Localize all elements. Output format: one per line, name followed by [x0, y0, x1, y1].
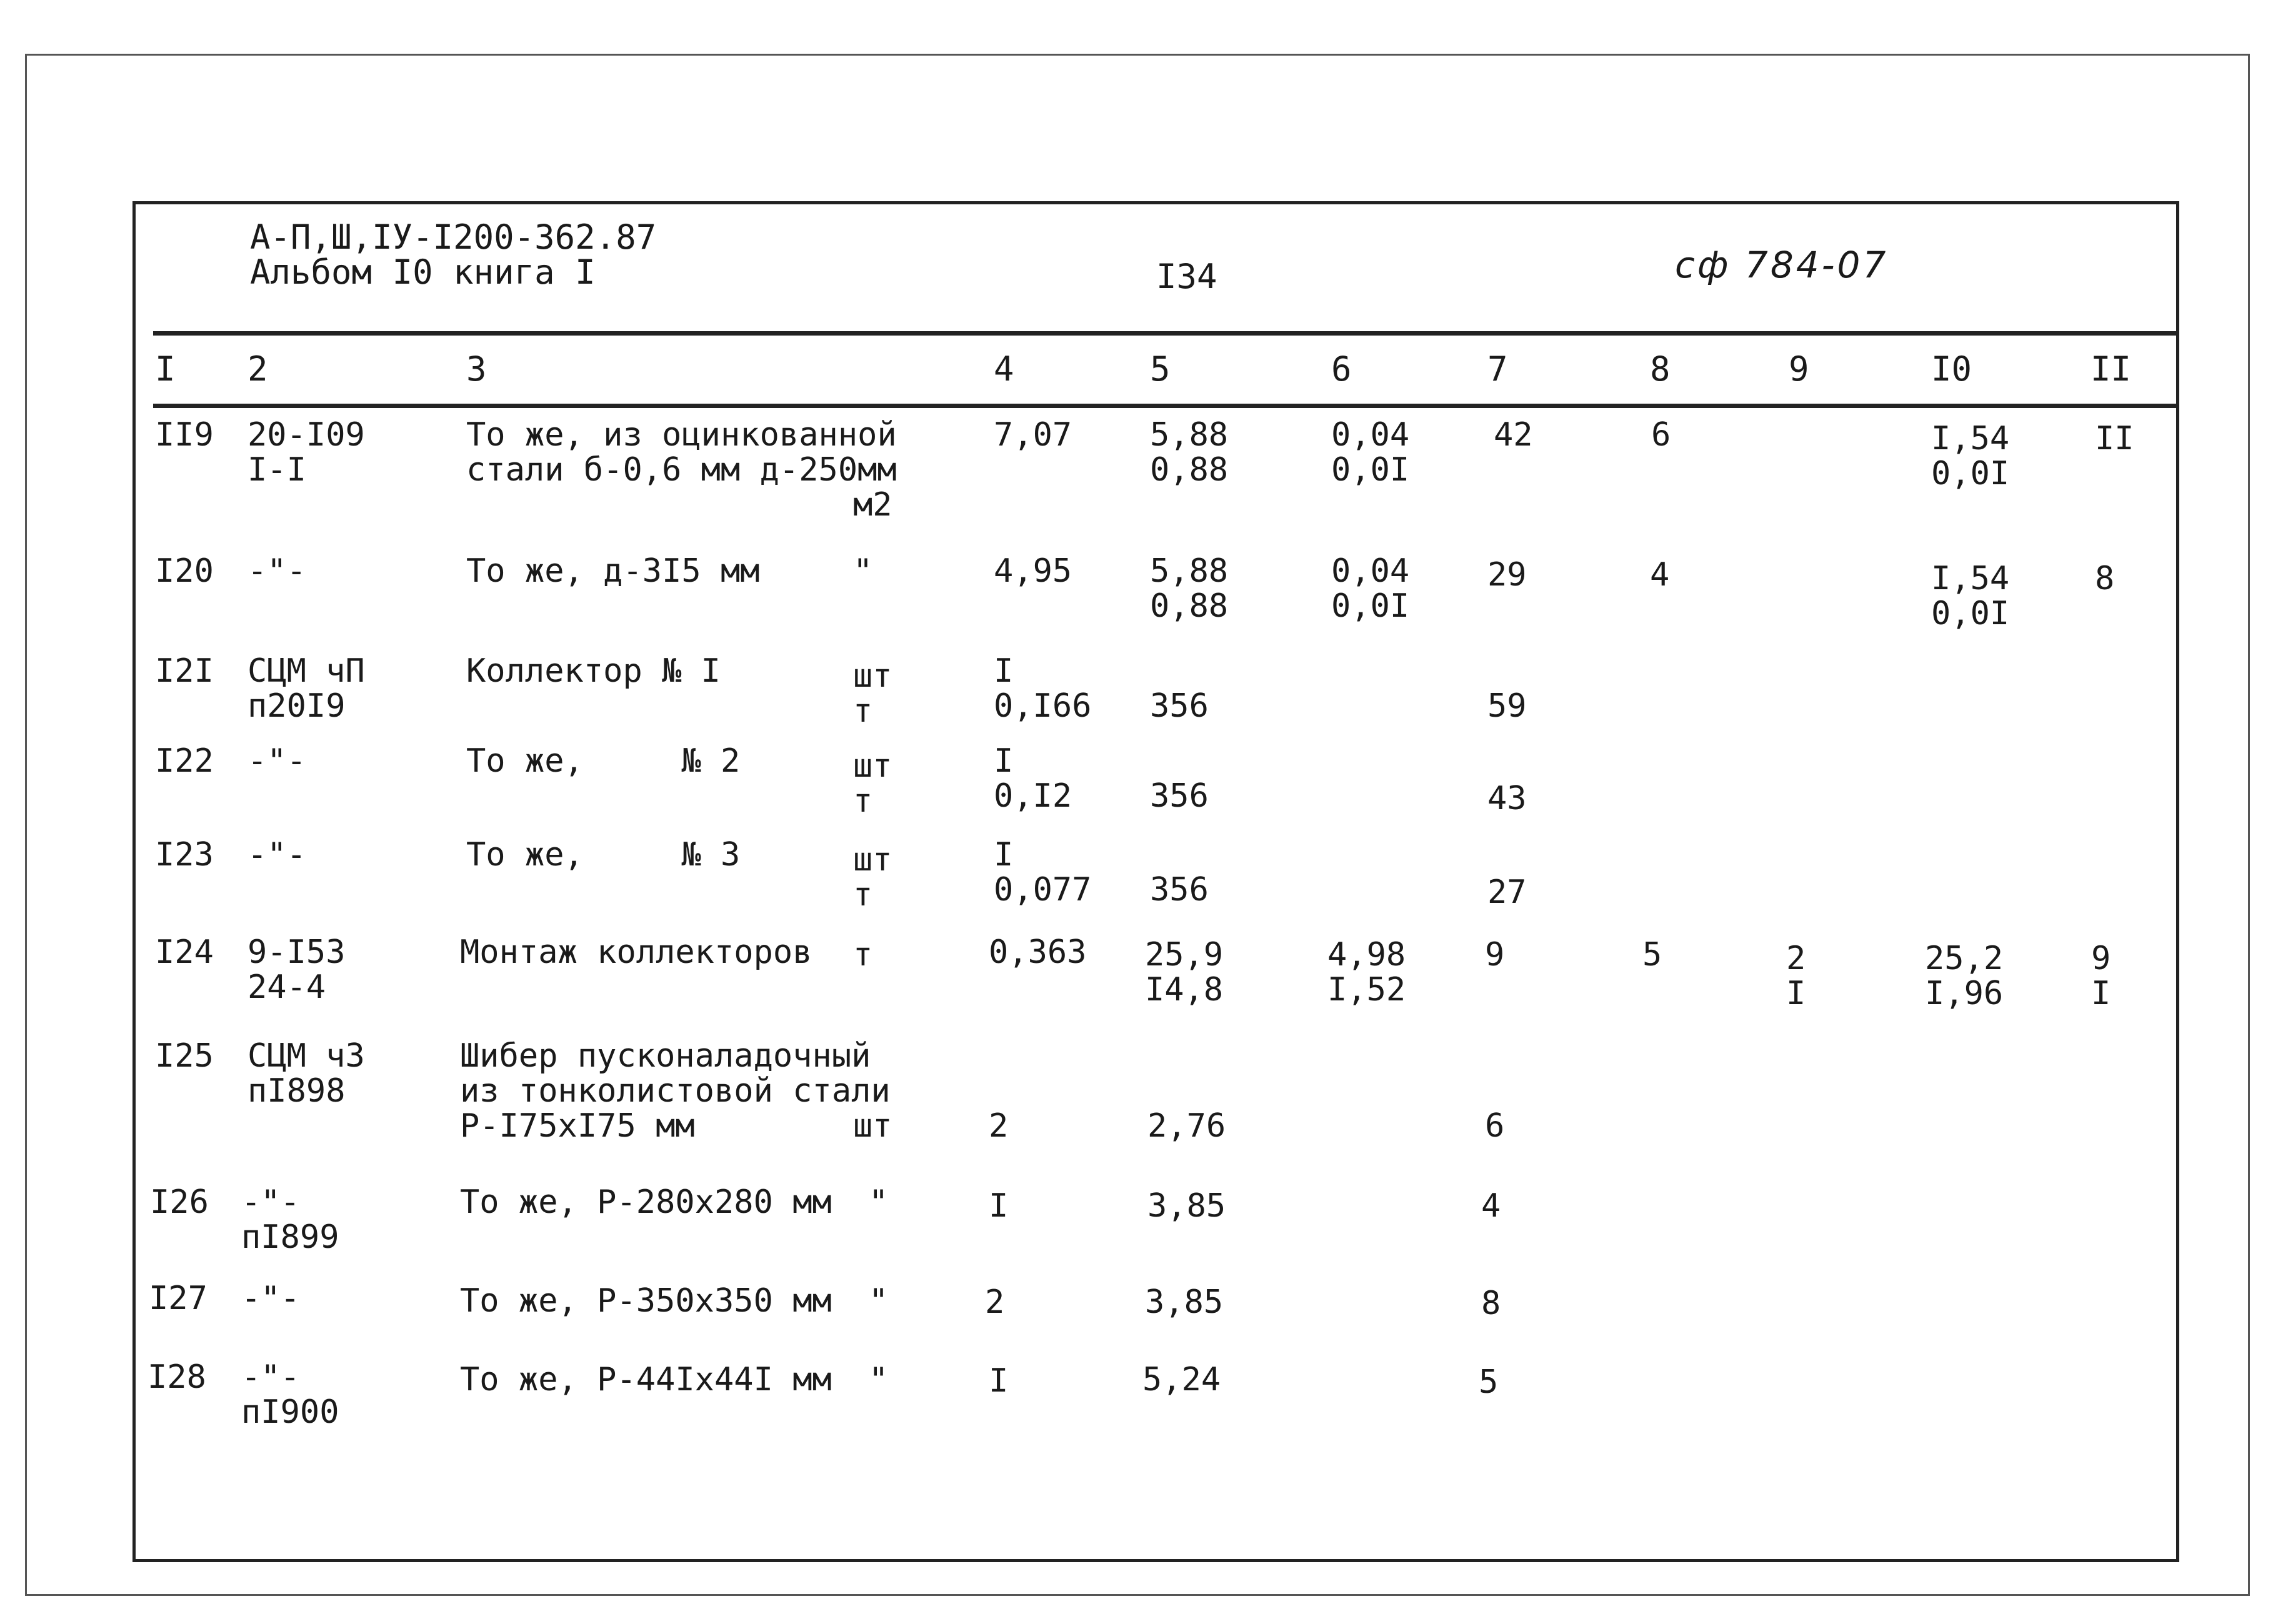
column-header-7: 7	[1487, 349, 1508, 389]
item-description: То же, д-3I5 мм	[466, 552, 760, 590]
row-number: II9	[155, 416, 214, 454]
column-header-5: 5	[1150, 349, 1171, 389]
unit: "	[853, 552, 873, 590]
col5-value: 356	[1150, 777, 1209, 815]
quantity: I 0,077	[994, 836, 1092, 909]
item-description: То же, Р-350х350 мм	[460, 1282, 832, 1320]
col11-value: 8	[2095, 560, 2115, 597]
column-header-9: 9	[1789, 349, 1809, 389]
col5-value: 356	[1150, 871, 1209, 909]
unit: м2	[853, 486, 892, 524]
col7-value: 9	[1485, 936, 1505, 974]
item-description: То же, Р-280х280 мм	[460, 1183, 832, 1221]
item-description: То же, № 3	[466, 836, 741, 874]
col7-value: 5	[1479, 1363, 1499, 1401]
column-header-2: 2	[247, 349, 268, 389]
item-description: Коллектор № I	[466, 652, 721, 690]
row-number: I22	[155, 742, 214, 780]
col8-value: 5	[1642, 936, 1662, 974]
quantity: I 0,I2	[994, 742, 1072, 815]
col9-value: 2 I	[1786, 940, 1806, 1012]
rate-code: СЦМ чП п20I9	[247, 652, 365, 725]
rate-code: СЦМ ч3 пI898	[247, 1037, 365, 1110]
handwritten-stamp: сф 784-07	[1675, 244, 1889, 286]
col10-value: I,54 0,0I	[1931, 420, 2010, 492]
col8-value: 6	[1651, 416, 1671, 454]
item-description: Монтаж коллекторов	[460, 934, 812, 971]
quantity: 2	[985, 1283, 1005, 1321]
rate-code: -"-	[241, 1280, 300, 1317]
col7-value: 43	[1487, 780, 1527, 817]
col6-value: 0,04 0,0I	[1331, 416, 1410, 489]
col5-value: 25,9 I4,8	[1145, 936, 1224, 1009]
item-description: То же, Р-44Iх44I мм	[460, 1361, 832, 1398]
col7-value: 27	[1487, 874, 1527, 911]
unit: шт	[853, 1107, 892, 1145]
header-rule-top	[153, 331, 2179, 336]
col7-value: 42	[1494, 416, 1533, 454]
unit: "	[869, 1183, 889, 1221]
album-label: Альбом I0 книга I	[250, 252, 596, 292]
col11-value: II	[2095, 420, 2134, 457]
col10-value: 25,2 I,96	[1925, 940, 2004, 1012]
unit: "	[869, 1361, 889, 1398]
item-description: То же, № 2	[466, 742, 741, 780]
quantity: I 0,I66	[994, 652, 1092, 725]
quantity: 7,07	[994, 416, 1072, 454]
row-number: I23	[155, 836, 214, 874]
row-number: I27	[149, 1280, 207, 1317]
rate-code: -"-	[247, 836, 306, 874]
column-header-4: 4	[994, 349, 1014, 389]
column-header-6: 6	[1331, 349, 1352, 389]
document-code: А-П,Ш,IУ-I200-362.87	[250, 217, 657, 257]
rate-code: 20-I09 I-I	[247, 416, 365, 489]
column-header-1: I	[155, 349, 176, 389]
unit: т	[853, 936, 873, 974]
rate-code: 9-I53 24-4	[247, 934, 346, 1006]
col6-value: 0,04 0,0I	[1331, 552, 1410, 625]
col5-value: 5,88 0,88	[1150, 416, 1229, 489]
col8-value: 4	[1650, 556, 1670, 594]
quantity: 0,363	[989, 934, 1087, 971]
rate-code: -"- пI900	[241, 1358, 339, 1431]
col5-value: 5,88 0,88	[1150, 552, 1229, 625]
col11-value: 9 I	[2091, 940, 2111, 1012]
unit: шт т	[853, 841, 892, 914]
col6-value: 4,98 I,52	[1327, 936, 1406, 1009]
unit: шт т	[853, 747, 892, 820]
row-number: I25	[155, 1037, 214, 1075]
row-number: I26	[150, 1183, 209, 1221]
quantity: 4,95	[994, 552, 1072, 590]
col5-value: 356	[1150, 687, 1209, 725]
col5-value: 3,85	[1145, 1283, 1224, 1321]
col5-value: 5,24	[1142, 1361, 1221, 1398]
col10-value: I,54 0,0I	[1931, 560, 2010, 632]
col7-value: 29	[1487, 556, 1527, 594]
quantity: I	[989, 1362, 1009, 1400]
column-header-8: 8	[1650, 349, 1671, 389]
column-header-3: 3	[466, 349, 487, 389]
rate-code: -"-	[247, 742, 306, 780]
col7-value: 6	[1485, 1107, 1505, 1145]
page-number: I34	[1156, 257, 1217, 296]
rate-code: -"- пI899	[241, 1183, 339, 1256]
row-number: I2I	[155, 652, 214, 690]
item-description: То же, из оцинкованной стали б-0,6 мм д-250мм	[466, 416, 897, 489]
column-header-11: II	[2091, 349, 2132, 389]
quantity: 2	[989, 1107, 1009, 1145]
col7-value: 8	[1481, 1285, 1501, 1322]
quantity: I	[989, 1187, 1009, 1225]
col5-value: 3,85	[1147, 1187, 1226, 1225]
row-number: I28	[147, 1358, 206, 1396]
col5-value: 2,76	[1147, 1107, 1226, 1145]
item-description: Шибер пусконаладочный из тонколистовой стали Р-I75хI75 мм	[460, 1037, 891, 1145]
header-rule-bottom	[153, 404, 2179, 408]
unit: "	[869, 1282, 889, 1320]
rate-code: -"-	[247, 552, 306, 590]
row-number: I20	[155, 552, 214, 590]
unit: шт т	[853, 657, 892, 730]
column-header-10: I0	[1931, 349, 1972, 389]
col7-value: 4	[1481, 1187, 1501, 1225]
row-number: I24	[155, 934, 214, 971]
col7-value: 59	[1487, 687, 1527, 725]
